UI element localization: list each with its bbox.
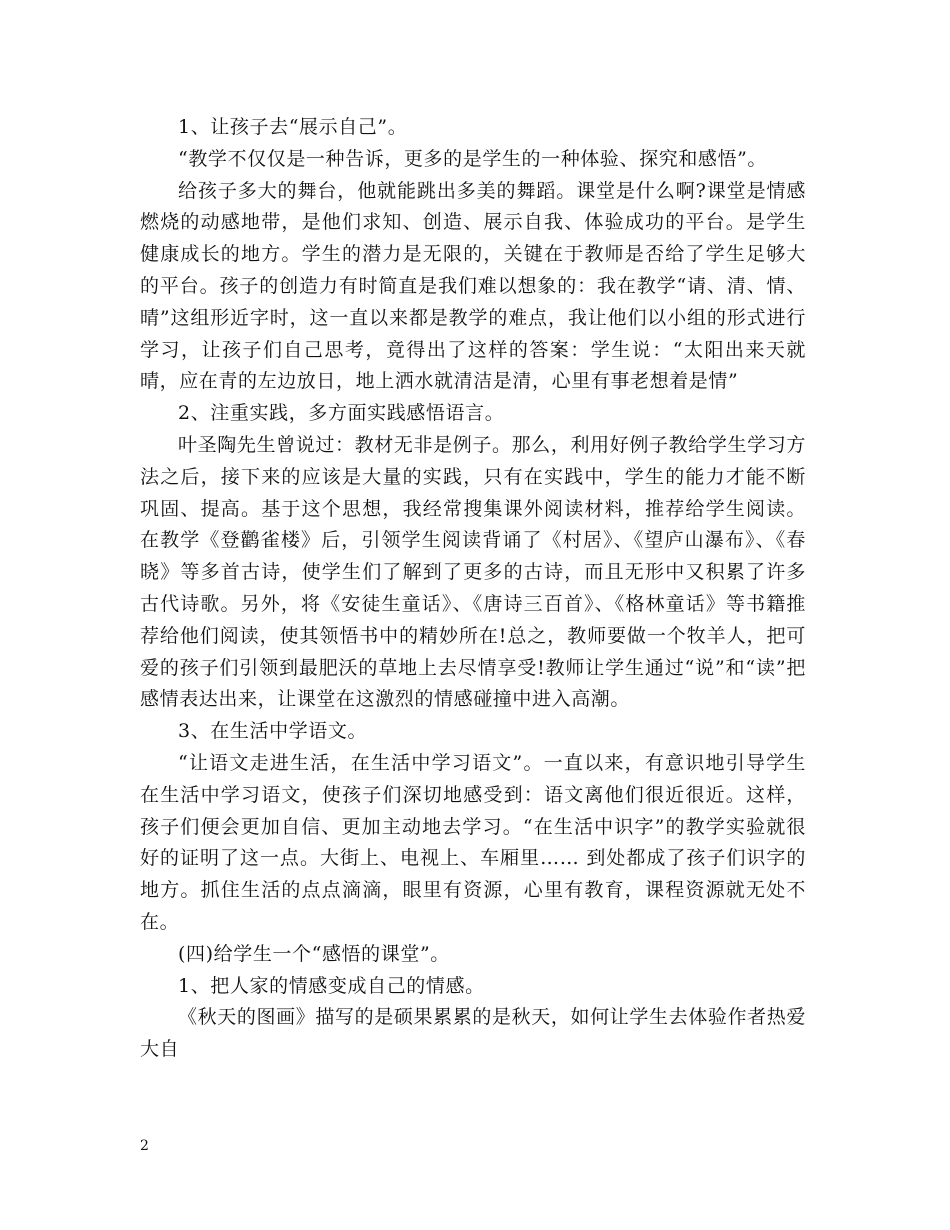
paragraph-1: 1、让孩子去“展示自己”。 xyxy=(178,116,408,138)
paragraph-4: 2、注重实践，多方面实践感悟语言。 xyxy=(178,402,505,425)
paragraph-9: 1、把人家的情感变成自己的情感。 xyxy=(178,974,485,997)
paragraph-3: 给孩子多大的舞台，他就能跳出多美的舞蹈。课堂是什么啊?课堂是情感燃烧的动感地带，是他们求知、创造、展示自我、体验成功的平台。是学生健康成长的地方。学生的潜力是无限的，关键在于教师是否给了学生足够大的平台。孩子的创造力有时简直是我们难以想象的：我在教学“请、清、情、晴”这组形近字时，这一直以来都是教学的难点，我让他们以小组的形式进行学习，让孩子们自己思考，竟得出了这样的答案：学生说：“太阳出来天就晴，应在青的左边放日，地上洒水就清洁是清，心里有事老想着是情” xyxy=(140,179,806,393)
page-number: 2 xyxy=(140,1138,149,1154)
paragraph-8: (四)给学生一个“感悟的课堂”。 xyxy=(178,942,450,965)
paragraph-7: “让语文走进生活，在生活中学习语文”。一直以来，有意识地引导学生在生活中学习语文，使孩子们深切地感受到：语文离他们很近很近。这样，孩子们便会更加自信、更加主动地去学习。“在生活中识字”的教学实验就很好的证明了这一点。大街上、电视上、车厢里…… 到处都成了孩子们识字的地方。抓住生活的点点滴滴，眼里有资源，心里有教育，课程资源就无处不在。 xyxy=(140,751,806,933)
paragraph-10: 《秋天的图画》描写的是硕果累累的是秋天，如何让学生去体验作者热爱大自 xyxy=(140,1006,806,1061)
paragraph-5: 叶圣陶先生曾说过：教材无非是例子。那么，利用好例子教给学生学习方法之后，接下来的应该是大量的实践，只有在实践中，学生的能力才能不断巩固、提高。基于这个思想，我经常搜集课外阅读材料，推荐给学生阅读。在教学《登鹳雀楼》后，引领学生阅读背诵了《村居》、《望庐山瀑布》、《春晓》等多首古诗，使学生们了解到了更多的古诗，而且无形中又积累了许多古代诗歌。另外，将《安徒生童话》、《唐诗三百首》、《格林童话》等书籍推荐给他们阅读，使其领悟书中的精妙所在!总之，教师要做一个牧羊人，把可爱的孩子们引领到最肥沃的草地上去尽情享受!教师让学生通过“说”和“读”把感情表达出来，让课堂在这激烈的情感碰撞中进入高潮。 xyxy=(140,433,806,711)
paragraph-2: “教学不仅仅是一种告诉，更多的是学生的一种体验、探究和感悟”。 xyxy=(178,147,768,170)
document-body xyxy=(140,112,806,1066)
paragraph-6: 3、在生活中学语文。 xyxy=(178,720,368,743)
